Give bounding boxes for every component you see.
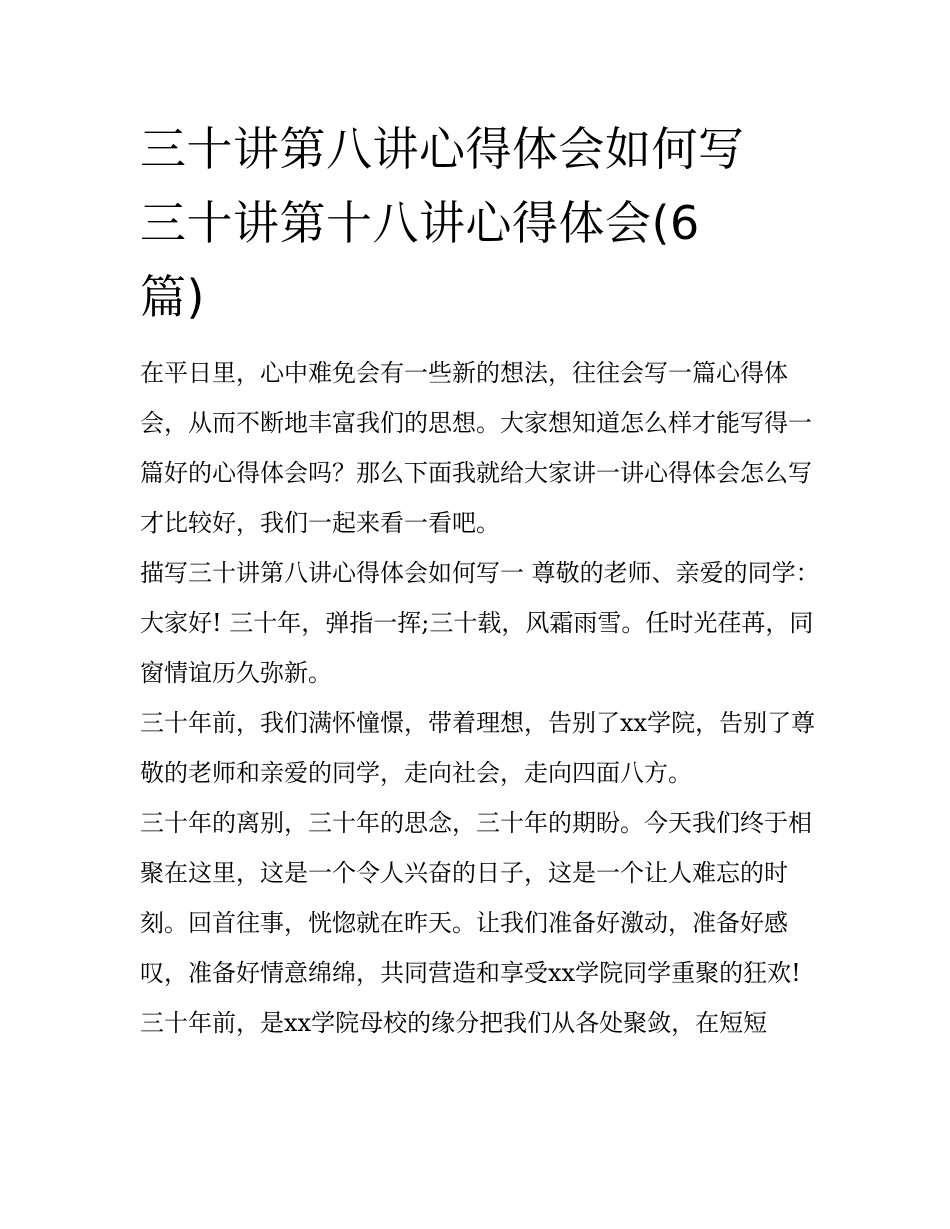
paragraph-school-fate: 三十年前，是xx学院母校的缘分把我们从各处聚敛，在短短 (140, 1009, 768, 1037)
paragraph-greeting: 描写三十讲第八讲心得体会如何写一 尊敬的老师、亲爱的同学： 大家好! 三十年，弹指一挥;三十载，风霜雨雪。任时光荏苒，同窗情谊历久弥新。 (140, 559, 820, 687)
paragraph-intro: 在平日里，心中难免会有一些新的想法，往往会写一篇心得体会，从而不断地丰富我们的思想。大家想知道怎么样才能写得一篇好的心得体会吗？那么下面我就给大家讲一讲心得体会怎么写才比较好，我们一起来看一看吧。 (140, 359, 812, 537)
document-title: 三十讲第八讲心得体会如何写 三十讲第十八讲心得体会(6 篇) (140, 122, 745, 324)
document-page (140, 112, 820, 1048)
paragraph-thirty-years-ago: 三十年前，我们满怀憧憬，带着理想，告别了xx学院，告别了尊敬的老师和亲爱的同学，走向社会，走向四面八方。 (140, 709, 816, 787)
paragraph-reunion: 三十年的离别，三十年的思念，三十年的期盼。今天我们终于相聚在这里，这是一个令人兴奋的日子，这是一个让人难忘的时刻。回首往事，恍惚就在昨天。让我们准备好激动，准备好感叹，准备好情意绵绵，共同营造和享受xx学院同学重聚的狂欢! (140, 809, 812, 987)
